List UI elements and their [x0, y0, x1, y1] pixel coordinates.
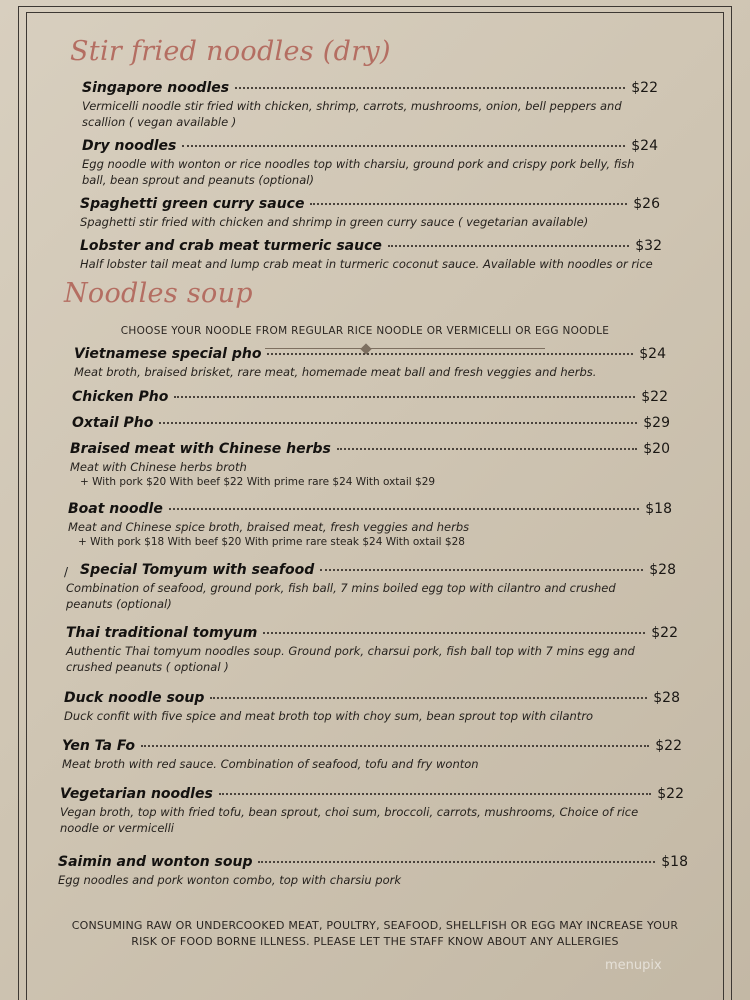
watermark-logo: menupix	[605, 958, 662, 973]
dot-leader	[267, 353, 633, 355]
item-price: $22	[641, 389, 668, 405]
dot-leader	[263, 632, 645, 634]
item-name: Vietnamese special pho	[74, 346, 262, 362]
item-name: Lobster and crab meat turmeric sauce	[80, 238, 382, 254]
menu-item	[82, 80, 658, 130]
item-name: Singapore noodles	[82, 80, 230, 96]
item-price: $24	[631, 138, 658, 154]
item-price: $28	[653, 690, 680, 706]
item-name: Saimin and wonton soup	[58, 854, 253, 870]
dot-leader	[235, 87, 625, 89]
menu-item	[58, 854, 688, 888]
item-extras: + With pork $20 With beef $22 With prime rare $24 With oxtail $29	[80, 476, 436, 488]
item-description: Meat broth, braised brisket, rare meat, homemade meat ball and fresh veggies and herbs.	[74, 365, 597, 379]
menu-item	[64, 690, 680, 724]
item-price: $28	[649, 562, 676, 578]
menu-item	[80, 196, 660, 230]
item-price: $22	[631, 80, 658, 96]
item-description: Meat broth with red sauce. Combination of seafood, tofu and fry wonton	[62, 757, 479, 771]
pen-mark: /	[64, 565, 69, 579]
item-description: Meat with Chinese herbs broth	[70, 460, 247, 474]
menu-item	[60, 786, 684, 836]
food-safety-notice: CONSUMING RAW OR UNDERCOOKED MEAT, POULTRY, SEAFOOD, SHELLFISH OR EGG MAY INCREASE YOUR RISK OF FOOD BORNE ILLNESS. PLEASE LET THE STAFF KNOW ABOUT ANY ALLERGIES	[71, 919, 679, 948]
menu-item	[74, 346, 666, 380]
dot-leader	[182, 145, 625, 147]
item-name: Vegetarian noodles	[60, 786, 213, 802]
item-description: Combination of seafood, ground pork, fish ball, 7 mins boiled egg top with cilantro and crushed peanuts (optional)	[66, 581, 616, 611]
item-name: Special Tomyum with seafood	[80, 562, 315, 578]
item-price: $22	[655, 738, 682, 754]
item-description: Vegan broth, top with fried tofu, bean sprout, choi sum, broccoli, carrots, mushrooms, Choice of rice noodle or vermicelli	[60, 805, 639, 835]
item-description: Duck confit with five spice and meat broth top with choy sum, bean sprout top with cilantro	[64, 709, 594, 723]
item-price: $22	[651, 625, 678, 641]
item-name: Oxtail Pho	[72, 415, 154, 431]
item-description: Vermicelli noodle stir fried with chicken, shrimp, carrots, mushrooms, onion, bell peppers and scallion ( vegan available )	[82, 99, 622, 129]
item-name: Thai traditional tomyum	[66, 625, 258, 641]
item-description: Meat and Chinese spice broth, braised meat, fresh veggies and herbs	[68, 520, 470, 534]
item-name: Chicken Pho	[72, 389, 169, 405]
item-name: Yen Ta Fo	[62, 738, 135, 754]
menu-item	[62, 738, 682, 772]
noodle-choice-note: CHOOSE YOUR NOODLE FROM REGULAR RICE NOODLE OR VERMICELLI OR EGG NOODLE	[120, 325, 610, 337]
item-price: $18	[661, 854, 688, 870]
item-price: $32	[635, 238, 662, 254]
dot-leader	[310, 203, 627, 205]
item-description: Half lobster tail meat and lump crab meat in turmeric coconut sauce. Available with noodles or rice	[80, 257, 653, 271]
item-price: $18	[645, 501, 672, 517]
item-name: Boat noodle	[68, 501, 163, 517]
item-extras: + With pork $18 With beef $20 With prime rare steak $24 With oxtail $28	[78, 536, 465, 548]
item-name: Duck noodle soup	[64, 690, 205, 706]
menu-item	[68, 501, 672, 548]
dot-leader	[219, 793, 651, 795]
dot-leader	[174, 396, 635, 398]
item-price: $22	[657, 786, 684, 802]
item-price: $29	[643, 415, 670, 431]
menu-item	[66, 625, 678, 675]
item-description: Egg noodles and pork wonton combo, top with charsiu pork	[58, 873, 401, 887]
item-description: Authentic Thai tomyum noodles soup. Ground pork, charsui pork, fish ball top with 7 mins egg and crushed peanuts ( optional )	[66, 644, 635, 674]
dot-leader	[337, 448, 637, 450]
dot-leader	[169, 508, 639, 510]
section-title-stir-fried: Stir fried noodles (dry)	[70, 36, 391, 67]
item-name: Spaghetti green curry sauce	[80, 196, 305, 212]
dot-leader	[210, 697, 647, 699]
item-name: Braised meat with Chinese herbs	[70, 441, 331, 457]
section-title-noodles-soup: Noodles soup	[64, 278, 253, 309]
item-price: $20	[643, 441, 670, 457]
dot-leader	[258, 861, 655, 863]
dot-leader	[159, 422, 637, 424]
item-price: $26	[633, 196, 660, 212]
menu-item	[72, 415, 670, 431]
menu-item	[72, 389, 668, 405]
menu-item	[70, 441, 670, 488]
menu-item	[80, 238, 662, 272]
item-description: Spaghetti stir fried with chicken and shrimp in green curry sauce ( vegetarian available)	[80, 215, 589, 229]
dot-leader	[320, 569, 643, 571]
item-description: Egg noodle with wonton or rice noodles top with charsiu, ground pork and crispy pork belly, fish ball, bean sprout and peanuts (optional)	[82, 157, 635, 187]
dot-leader	[388, 245, 629, 247]
menu-item	[82, 138, 658, 188]
menu-item	[66, 562, 676, 612]
item-name: Dry noodles	[82, 138, 177, 154]
item-price: $24	[639, 346, 666, 362]
dot-leader	[141, 745, 649, 747]
